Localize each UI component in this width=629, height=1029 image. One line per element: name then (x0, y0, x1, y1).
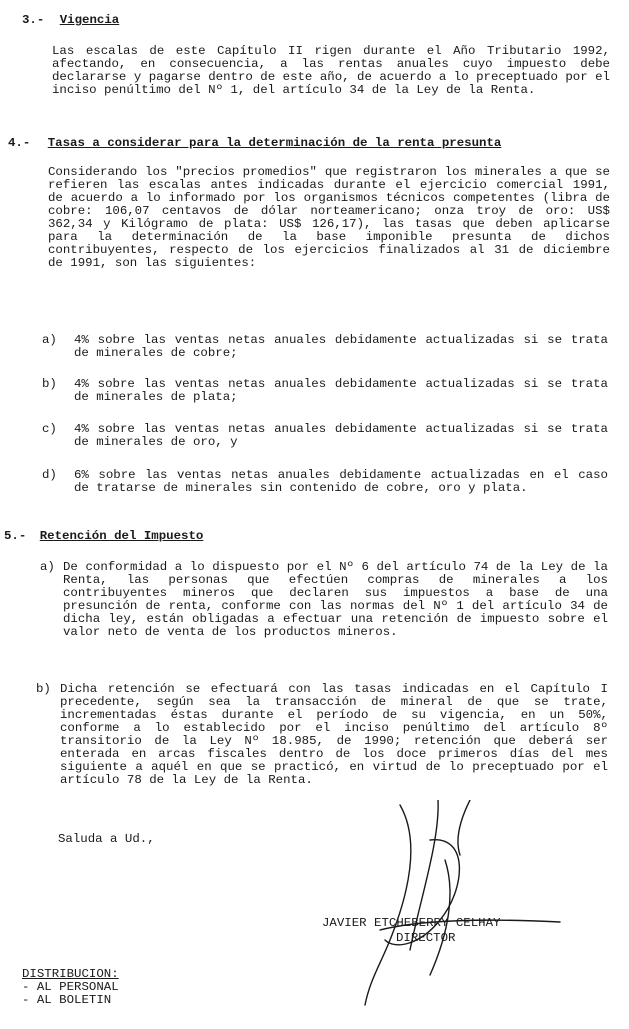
item-text: 4% sobre las ventas netas anuales debidamente actualizadas si se trata de minerales de plata; (74, 377, 608, 404)
item-text: De conformidad a lo dispuesto por el Nº 6 del artículo 74 de la Ley de la Renta, las personas que efectúen compras de minerales a los contribuyentes mineros que declaren sus impuestos a base de una presunción de renta, conforme con las normas del Nº 1 del artículo 34 de dicha ley, están obligadas a efectuar una retención de impuesto sobre el valor neto de venta de los productos mineros. (63, 560, 608, 639)
section-5-heading (4, 530, 203, 543)
closing-salutation: Saluda a Ud., (58, 832, 155, 846)
distribution-title: DISTRIBUCION: (22, 967, 119, 981)
handwritten-signature (360, 800, 580, 1010)
section-5-number: 5.- (4, 529, 27, 543)
item-label: b) (42, 377, 57, 391)
signatory-name: JAVIER ETCHEBERRY CELHAY (322, 916, 501, 930)
item-label: c) (42, 422, 57, 436)
section-4-number: 4.- (8, 136, 31, 150)
item-text: Dicha retención se efectuará con las tasas indicadas en el Capítulo I precedente, según sea la transacción de mineral de que se trate, incrementadas éstas durante el período de su vigencia, en un 50%, conforme a lo establecido por el inciso penúltimo del artículo 8º transitorio de la Ley Nº 18.985, de 1990; retención que deberá ser enterada en arcas fiscales dentro de los doce primeros días del mes siguiente a aquél en que se practicó, en virtud de lo preceptuado por el artículo 78 de la Ley de la Renta. (60, 682, 608, 787)
section-3-paragraph: Las escalas de este Capítulo II rigen durante el Año Tributario 1992, afectando, en consecuencia, a las rentas anuales cuyo impuesto debe declararse y pagarse dentro de este año, de acuerdo a lo preceptuado por el inciso penúltimo del Nº 1, del artículo 34 de la Ley de la Renta. (52, 44, 610, 97)
section-3-title: Vigencia (59, 13, 120, 27)
section-3-heading (22, 14, 119, 27)
section-5-title: Retención del Impuesto (39, 529, 204, 543)
item-text: 4% sobre las ventas netas anuales debidamente actualizadas si se trata de minerales de cobre; (74, 333, 608, 360)
item-label: b) (36, 682, 51, 696)
section-4-title: Tasas a considerar para la determinación de la renta presunta (47, 136, 502, 150)
item-text: 6% sobre las ventas netas anuales debidamente actualizadas en el caso de tratarse de minerales sin contenido de cobre, oro y plata. (74, 468, 608, 495)
section-3-number: 3.- (22, 13, 45, 27)
distribution-block (22, 968, 119, 1007)
section-4-heading (8, 137, 501, 150)
distribution-line: - AL BOLETIN (22, 993, 112, 1007)
distribution-line: - AL PERSONAL (22, 980, 119, 994)
item-text: 4% sobre las ventas netas anuales debidamente actualizadas si se trata de minerales de oro, y (74, 422, 608, 449)
signatory-title: DIRECTOR (396, 931, 456, 945)
item-label: a) (40, 560, 55, 574)
section-4-paragraph: Considerando los "precios promedios" que registraron los minerales a que se refieren las escalas antes indicadas durante el ejercicio comercial 1991, de acuerdo a lo informado por los organismos técnicos competentes (libra de cobre: 106,07 centavos de dólar norteamericano; onza troy de oro: US$ 362,34 y Kilógramo de plata: US$ 126,17), las tasas que deben aplicarse para la determinación de la base imponible presunta de dichos contribuyentes, respecto de los ejercicios finalizados al 31 de diciembre de 1991, son las siguientes: (48, 165, 610, 270)
item-label: d) (42, 468, 57, 482)
item-label: a) (42, 333, 57, 347)
